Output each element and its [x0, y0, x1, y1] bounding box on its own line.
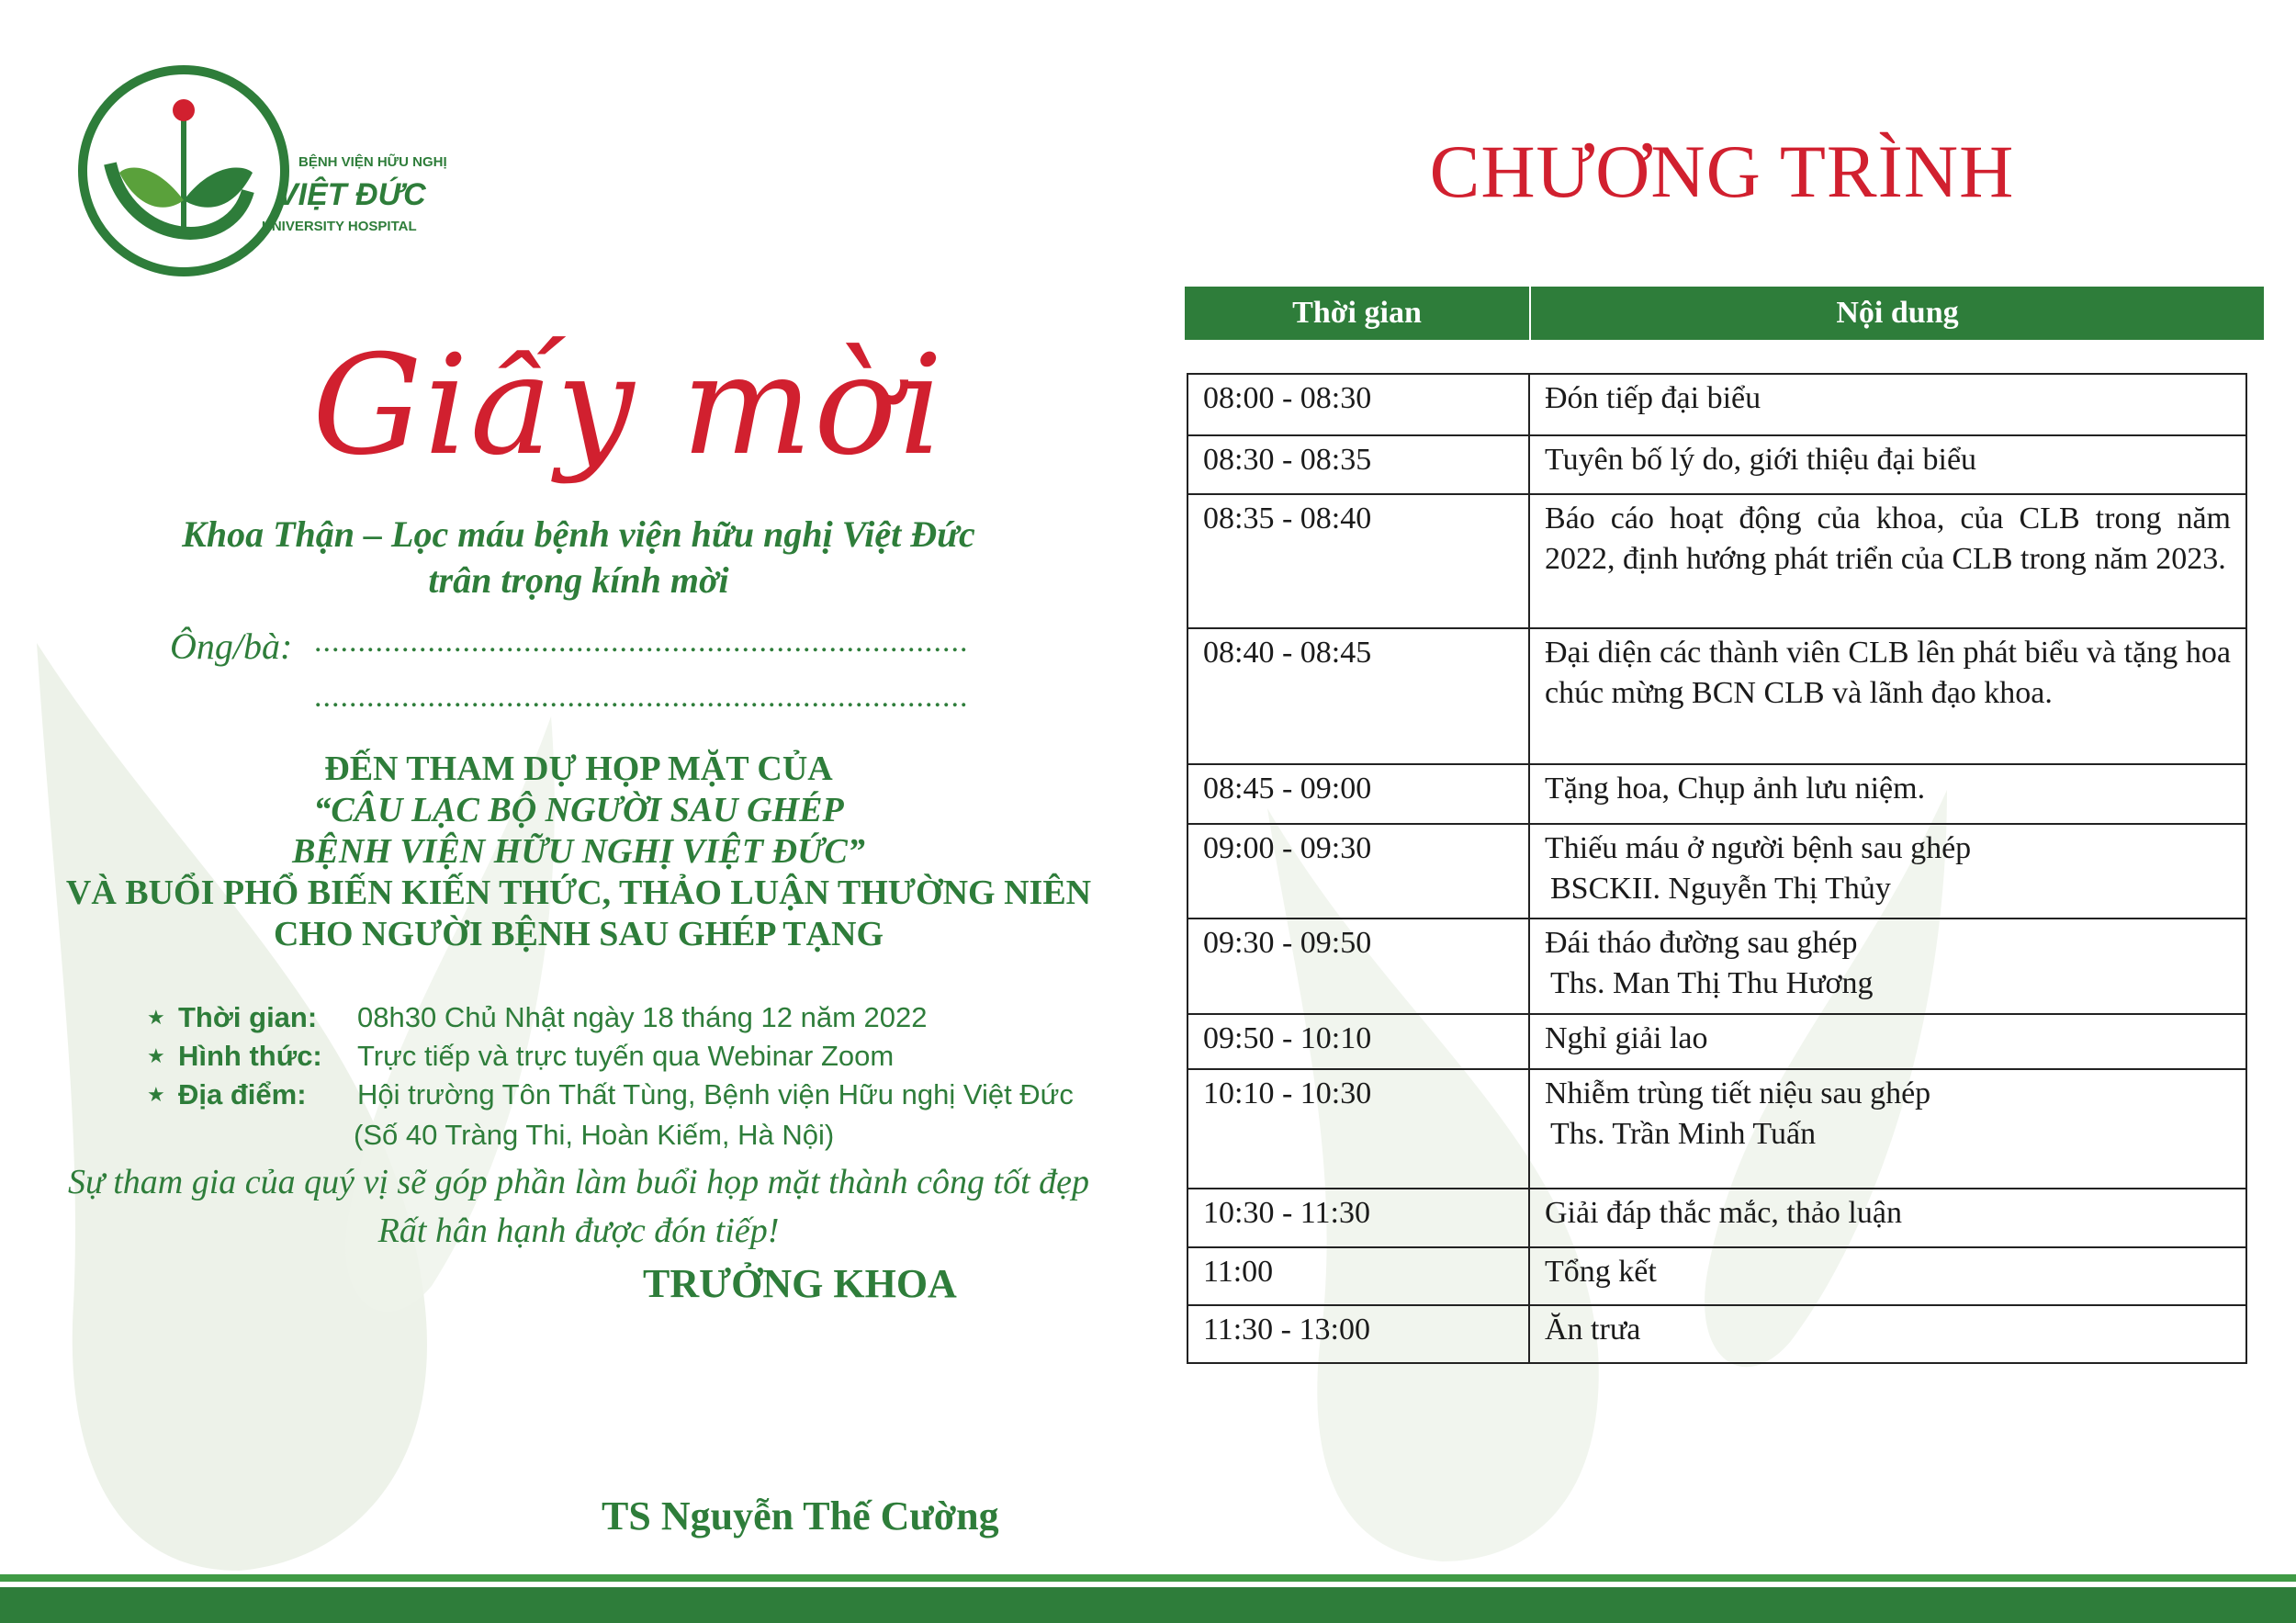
- from-line-2: trân trọng kính mời: [428, 559, 729, 601]
- recipient-line-1: ...........................................................................: [314, 625, 969, 659]
- row-title: Nhiễm trùng tiết niệu sau ghép: [1545, 1076, 1931, 1110]
- row-time: 10:10 - 10:30: [1187, 1069, 1529, 1189]
- table-row: [1187, 1014, 2246, 1069]
- row-title: Đái tháo đường sau ghép: [1545, 926, 1858, 960]
- logo-line2: VIỆT ĐỨC: [277, 177, 426, 212]
- table-row: [1187, 374, 2246, 435]
- schedule-table: [1187, 373, 2247, 1364]
- row-time: 09:00 - 09:30: [1187, 824, 1529, 919]
- row-content: Tặng hoa, Chụp ảnh lưu niệm.: [1529, 764, 2246, 824]
- row-content: [1529, 1069, 2246, 1189]
- row-time: 08:40 - 08:45: [1187, 628, 1529, 764]
- event-line-2: “CÂU LẠC BỘ NGƯỜI SAU GHÉP: [313, 791, 844, 829]
- schedule-header: [1185, 287, 2264, 340]
- star-icon: ★: [147, 1006, 165, 1029]
- row-speaker: Ths. Trần Minh Tuấn: [1550, 1117, 1817, 1151]
- detail-format-value: Trực tiếp và trực tuyến qua Webinar Zoom: [357, 1040, 895, 1072]
- row-content: Giải đáp thắc mắc, thảo luận: [1529, 1189, 2246, 1247]
- row-title: Thiếu máu ở người bệnh sau ghép: [1545, 831, 1972, 865]
- table-row: [1187, 628, 2246, 764]
- detail-location-value: Hội trường Tôn Thất Tùng, Bệnh viện Hữu nghị Việt Đức: [357, 1078, 1074, 1110]
- table-row: [1187, 764, 2246, 824]
- table-row: [1187, 1189, 2246, 1247]
- row-time: 08:35 - 08:40: [1187, 494, 1529, 628]
- table-row: [1187, 1069, 2246, 1189]
- row-speaker: Ths. Man Thị Thu Hương: [1550, 966, 1874, 1000]
- recipient-label: Ông/bà:: [170, 626, 293, 667]
- detail-location: [147, 1078, 1074, 1111]
- signer-title: TRƯỞNG KHOA: [643, 1261, 957, 1306]
- row-content: [1529, 919, 2246, 1014]
- row-content: Tổng kết: [1529, 1247, 2246, 1305]
- detail-time-label: Thời gian:: [178, 1001, 318, 1033]
- logo-emblem-icon: [73, 62, 303, 292]
- closing-line-1: Sự tham gia của quý vị sẽ góp phần làm buổi họp mặt thành công tốt đẹp: [67, 1163, 1090, 1201]
- row-time: 08:00 - 08:30: [1187, 374, 1529, 435]
- row-time: 08:30 - 08:35: [1187, 435, 1529, 494]
- row-time: 09:30 - 09:50: [1187, 919, 1529, 1014]
- detail-time: [147, 1001, 927, 1034]
- footer-band-thin: [0, 1574, 2296, 1582]
- detail-address: (Số 40 Tràng Thi, Hoàn Kiếm, Hà Nội): [354, 1119, 835, 1151]
- footer-band: [0, 1587, 2296, 1623]
- program-title: CHƯƠNG TRÌNH: [1429, 130, 2015, 213]
- closing-line-2: Rất hân hạnh được đón tiếp!: [377, 1212, 780, 1250]
- column-header-time: Thời gian: [1185, 287, 1531, 340]
- event-line-4: VÀ BUỔI PHỔ BIẾN KIẾN THỨC, THẢO LUẬN THƯỜNG NIÊN: [65, 873, 1092, 912]
- hospital-logo: [73, 62, 459, 283]
- event-line-1: ĐẾN THAM DỰ HỌP MẶT CỦA: [324, 750, 833, 788]
- table-row: [1187, 824, 2246, 919]
- logo-line3: UNIVERSITY HOSPITAL: [262, 219, 417, 234]
- logo-line1: BỆNH VIỆN HỮU NGHỊ: [298, 154, 447, 170]
- row-time: 10:30 - 11:30: [1187, 1189, 1529, 1247]
- row-content: Báo cáo hoạt động của khoa, của CLB trong năm 2022, định hướng phát triển của CLB trong năm 2023.: [1529, 494, 2246, 628]
- row-content: Nghỉ giải lao: [1529, 1014, 2246, 1069]
- row-content: Đại diện các thành viên CLB lên phát biểu và tặng hoa chúc mừng BCN CLB và lãnh đạo khoa.: [1529, 628, 2246, 764]
- row-content: [1529, 824, 2246, 919]
- row-speaker: BSCKII. Nguyễn Thị Thủy: [1550, 872, 1891, 906]
- row-time: 11:30 - 13:00: [1187, 1305, 1529, 1363]
- row-time: 09:50 - 10:10: [1187, 1014, 1529, 1069]
- detail-location-label: Địa điểm:: [178, 1078, 307, 1110]
- detail-format: [147, 1040, 894, 1073]
- row-time: 11:00: [1187, 1247, 1529, 1305]
- star-icon: ★: [147, 1044, 165, 1067]
- recipient-line-2: ...........................................................................: [314, 680, 969, 714]
- table-row: [1187, 1305, 2246, 1363]
- star-icon: ★: [147, 1083, 165, 1106]
- invitation-title: Giấy mời: [312, 326, 945, 486]
- row-time: 08:45 - 09:00: [1187, 764, 1529, 824]
- detail-format-label: Hình thức:: [178, 1040, 322, 1072]
- event-line-5: CHO NGƯỜI BỆNH SAU GHÉP TẠNG: [273, 915, 884, 953]
- table-row: [1187, 494, 2246, 628]
- table-row: [1187, 1247, 2246, 1305]
- column-header-content: Nội dung: [1836, 296, 1959, 330]
- row-content: Ăn trưa: [1529, 1305, 2246, 1363]
- detail-time-value: 08h30 Chủ Nhật ngày 18 tháng 12 năm 2022: [357, 1001, 928, 1033]
- from-line-1: Khoa Thận – Lọc máu bệnh viện hữu nghị Việt Đức: [182, 513, 975, 555]
- table-row: [1187, 435, 2246, 494]
- row-content: Đón tiếp đại biểu: [1529, 374, 2246, 435]
- row-content: Tuyên bố lý do, giới thiệu đại biểu: [1529, 435, 2246, 494]
- table-row: [1187, 919, 2246, 1014]
- signer-name: TS Nguyễn Thế Cường: [602, 1493, 999, 1538]
- event-line-3: BỆNH VIỆN HỮU NGHỊ VIỆT ĐỨC”: [292, 832, 865, 871]
